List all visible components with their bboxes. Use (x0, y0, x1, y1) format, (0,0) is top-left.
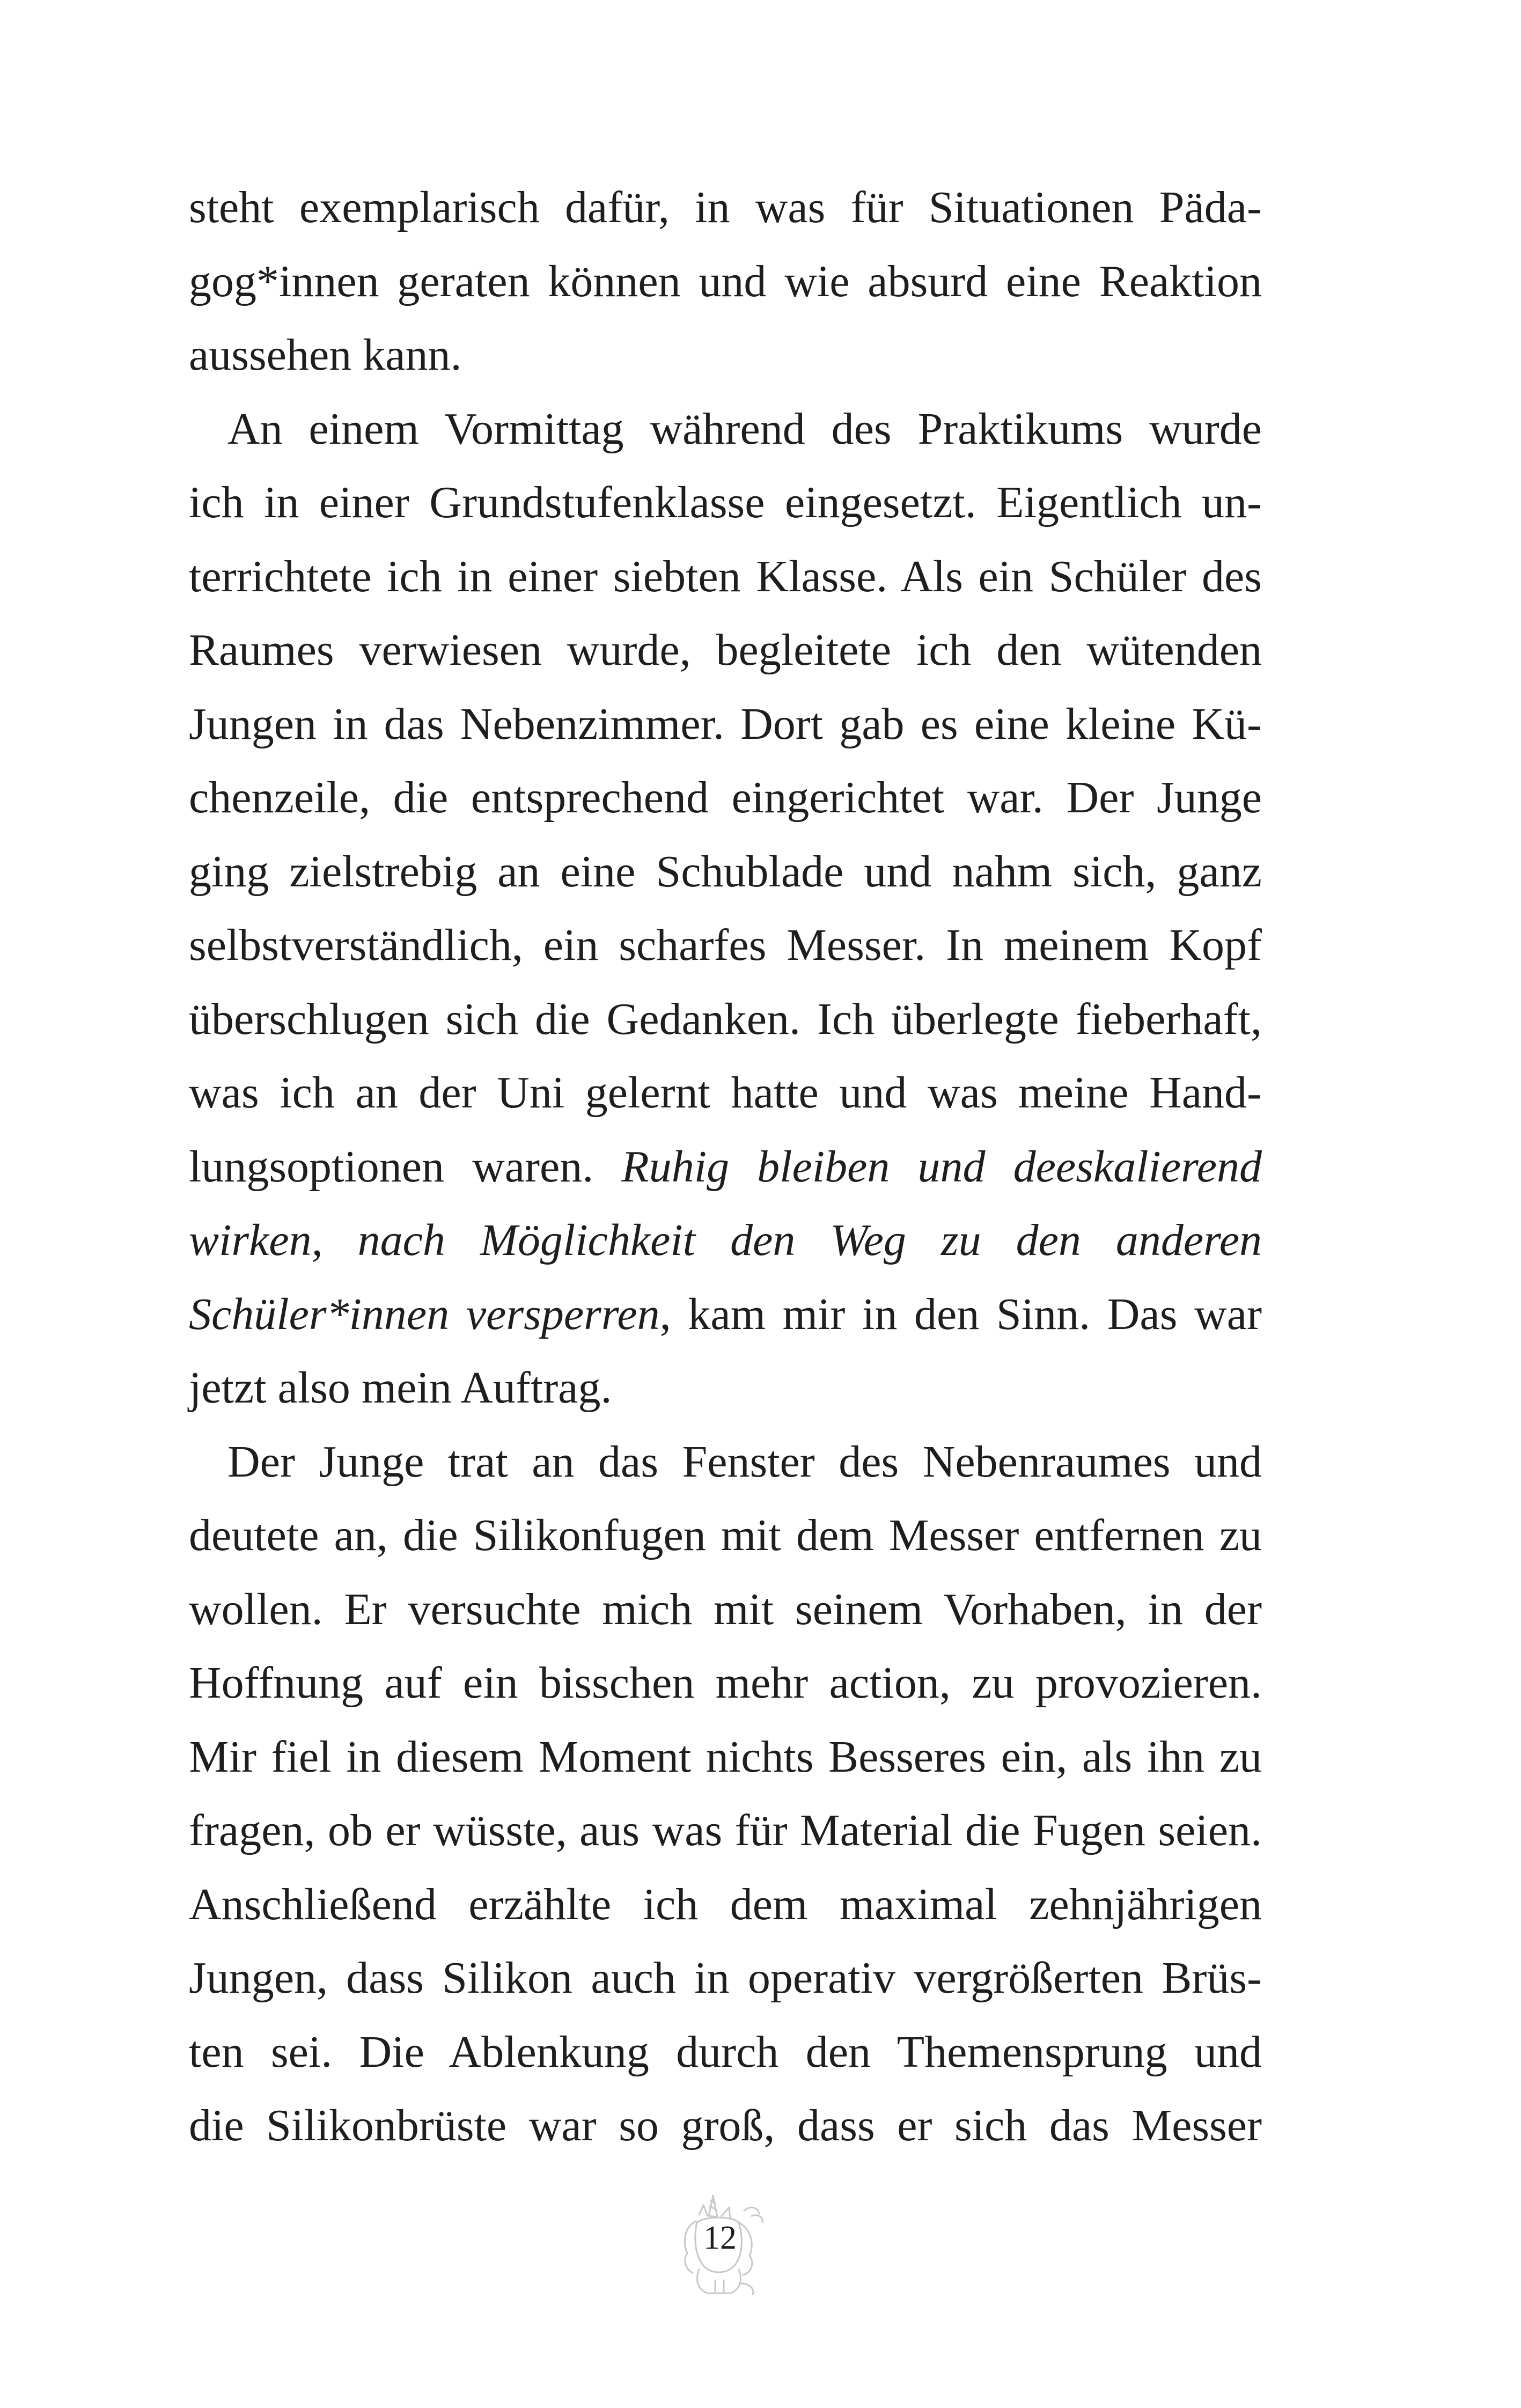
text-line: selbstverständlich, ein scharfes Messer. In meinem Kopf (189, 920, 1262, 970)
text-line: überschlugen sich die Gedanken. Ich überlegte fieberhaft, (189, 994, 1262, 1044)
text-line: aussehen kann. (189, 330, 462, 380)
text-line: Anschließend erzählte ich dem maximal zehnjährigen (189, 1879, 1262, 1929)
page-folio (664, 2189, 776, 2296)
text-line: chenzeile, die entsprechend eingerichtet war. Der Junge (189, 773, 1262, 823)
text-line: Der Junge trat an das Fenster des Nebenraumes und (227, 1436, 1262, 1487)
text-line: ging zielstrebig an eine Schublade und nahm sich, ganz (189, 846, 1262, 897)
text-line: wollen. Er versuchte mich mit seinem Vorhaben, in der (189, 1584, 1262, 1634)
text-line: was ich an der Uni gelernt hatte und was meine Hand- (189, 1068, 1262, 1118)
italic-run: Ruhig bleiben und deeskalierend (621, 1141, 1262, 1192)
text-line: fragen, ob er wüsste, aus was für Material die Fugen seien. (189, 1805, 1262, 1855)
text-line (189, 1278, 1262, 1352)
text-line: die Silikonbrüste war so groß, dass er sich das Messer (189, 2101, 1262, 2150)
text-line: terrichtete ich in einer siebten Klasse. Als ein Schüler des (189, 551, 1262, 601)
text-line: Raumes verwiesen wurde, begleitete ich den wütenden (189, 625, 1262, 675)
text-line: Jungen, dass Silikon auch in operativ vergrößerten Brüs- (189, 1953, 1262, 2003)
text-line: An einem Vormittag während des Praktikums wurde (227, 403, 1262, 454)
text-line: gog*innen geraten können und wie absurd eine Reaktion (189, 256, 1262, 306)
text-line: steht exemplarisch dafür, in was für Situationen Päda- (189, 182, 1262, 232)
body-text (189, 171, 1262, 2163)
text-line (189, 1130, 1262, 1204)
text-line: jetzt also mein Auftrag. (189, 1363, 612, 1413)
page-number: 12 (703, 2220, 737, 2256)
text-line: Jungen in das Nebenzimmer. Dort gab es eine kleine Kü- (189, 699, 1262, 749)
text-run: , kam mir in den Sinn. Das war (659, 1289, 1262, 1339)
text-line: wirken, nach Möglichkeit den Weg zu den anderen (189, 1215, 1262, 1265)
text-line: deutete an, die Silikonfugen mit dem Messer entfernen zu (189, 1510, 1262, 1560)
italic-run: Schüler*innen versperren (189, 1289, 660, 1339)
text-run: lungsoptionen waren. (189, 1141, 622, 1192)
text-line: ten sei. Die Ablenkung durch den Themensprung und (189, 2027, 1262, 2077)
text-line: Hoffnung auf ein bisschen mehr action, zu provozieren. (189, 1658, 1262, 1708)
text-line: Mir fiel in diesem Moment nichts Besseres ein, als ihn zu (189, 1731, 1262, 1782)
text-line: ich in einer Grundstufenklasse eingesetzt. Eigentlich un- (189, 478, 1262, 527)
